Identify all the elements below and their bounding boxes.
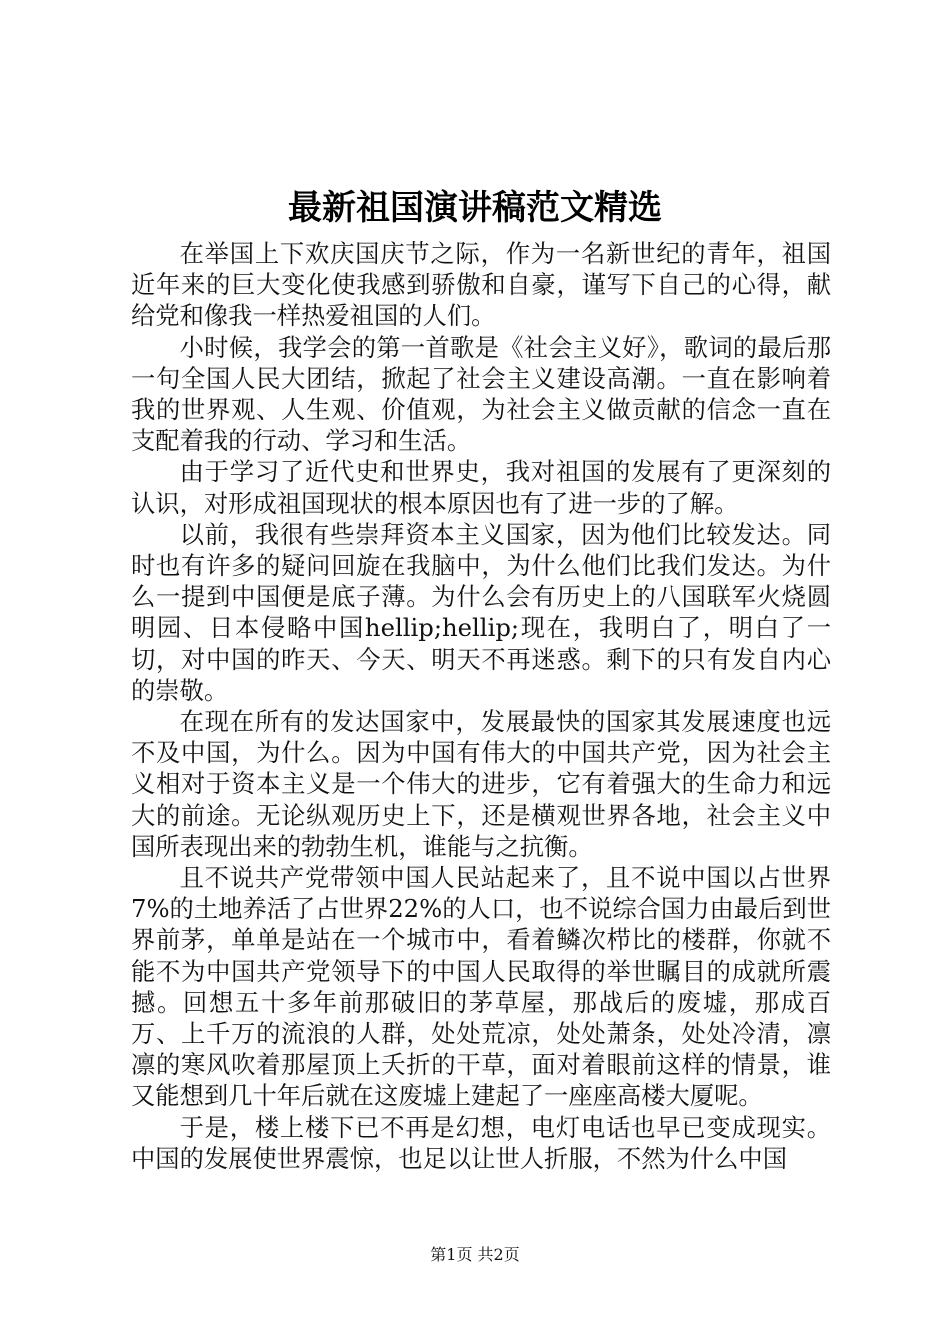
paragraph: 以前，我很有些崇拜资本主义国家，因为他们比较发达。同时也有许多的疑问回旋在我脑中，为什么他们比我们发达。为什么一提到中国便是底子薄。为什么会有历史上的八国联军火烧圆明园、日本侵略中国hellip;hellip;现在，我明白了，明白了一切，对中国的昨天、今天、明天不再迷惑。剩下的只有发自内心的崇敬。 <box>131 519 831 705</box>
document-title: 最新祖国演讲稿范文精选 <box>288 188 662 228</box>
page-footer: 第1页 共2页 <box>430 1245 520 1264</box>
paragraph: 在举国上下欢庆国庆节之际，作为一名新世纪的青年，祖国近年来的巨大变化使我感到骄傲和自豪，谨写下自己的心得，献给党和像我一样热爱祖国的人们。 <box>131 239 831 331</box>
paragraph: 且不说共产党带领中国人民站起来了，且不说中国以占世界7%的土地养活了占世界22%的人口，也不说综合国力由最后到世界前茅，单单是站在一个城市中，看着鳞次栉比的楼群，你就不能不为中国共产党领导下的中国人民取得的举世瞩目的成就所震撼。回想五十多年前那破旧的茅草屋，那战后的废墟，那成百万、上千万的流浪的人群，处处荒凉，处处萧条，处处冷清，凛凛的寒风吹着那屋顶上夭折的干草，面对着眼前这样的情景，谁又能想到几十年后就在这废墟上建起了一座座高楼大厦呢。 <box>131 863 831 1111</box>
document-body <box>131 238 831 1174</box>
paragraph: 在现在所有的发达国家中，发展最快的国家其发展速度也远不及中国，为什么。因为中国有伟大的中国共产党，因为社会主义相对于资本主义是一个伟大的进步，它有着强大的生命力和远大的前途。无论纵观历史上下，还是横观世界各地，社会主义中国所表现出来的勃勃生机，谁能与之抗衡。 <box>131 707 831 861</box>
paragraph: 小时候，我学会的第一首歌是《社会主义好》，歌词的最后那一句全国人民大团结，掀起了社会主义建设高潮。一直在影响着我的世界观、人生观、价值观，为社会主义做贡献的信念一直在支配着我的行动、学习和生活。 <box>131 332 831 456</box>
paragraph: 于是，楼上楼下已不再是幻想，电灯电话也早已变成现实。中国的发展使世界震惊，也足以让世人折服，不然为什么中国 <box>131 1112 831 1173</box>
paragraph: 由于学习了近代史和世界史，我对祖国的发展有了更深刻的认识，对形成祖国现状的根本原因也有了进一步的了解。 <box>131 457 831 518</box>
